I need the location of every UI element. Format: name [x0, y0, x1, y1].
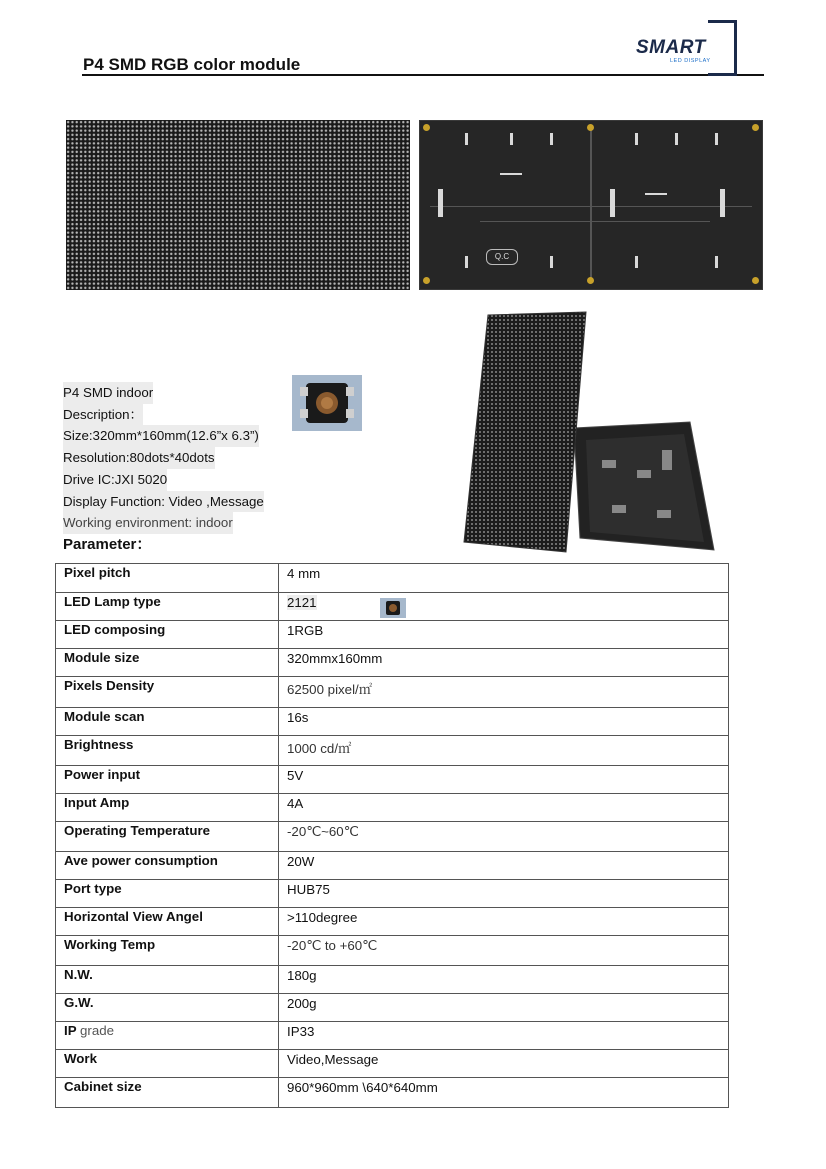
table-row	[56, 1022, 729, 1050]
spec-value: 4A	[279, 794, 729, 822]
table-row	[56, 649, 729, 677]
spec-key: Brightness	[56, 736, 279, 766]
table-row	[56, 966, 729, 994]
spec-value: 4 mm	[279, 564, 729, 593]
table-row	[56, 677, 729, 708]
table-row	[56, 994, 729, 1022]
spec-key: Input Amp	[56, 794, 279, 822]
table-row	[56, 822, 729, 852]
spec-key: IP	[64, 1023, 77, 1038]
spec-key: Ave power consumption	[56, 852, 279, 880]
spec-value: 1000 cd/㎡	[279, 736, 729, 766]
spec-value: 62500 pixel/㎡	[279, 677, 729, 708]
spec-value: 320mmx160mm	[279, 649, 729, 677]
logo-frame	[708, 20, 737, 76]
info-line: Description：	[63, 404, 143, 426]
spec-key: Port type	[56, 880, 279, 908]
info-line: Resolution:80dots*40dots	[63, 447, 215, 469]
spec-value: 1RGB	[279, 621, 729, 649]
qc-label: Q.C	[486, 249, 518, 265]
info-line: Display Function: Video ,Message	[63, 491, 264, 513]
spec-key: N.W.	[56, 966, 279, 994]
spec-key-suffix: grade	[80, 1023, 115, 1038]
smd-led-chip-image	[292, 375, 362, 431]
info-line: Working environment: indoor	[63, 512, 233, 534]
module-angled-image	[462, 310, 772, 555]
module-back-image	[419, 120, 763, 290]
table-row	[56, 1078, 729, 1108]
table-row	[56, 1050, 729, 1078]
spec-value: -20℃ to +60℃	[279, 936, 729, 966]
spec-key: Pixels Density	[56, 677, 279, 708]
spec-key: LED Lamp type	[56, 593, 279, 621]
spec-key: Module scan	[56, 708, 279, 736]
table-row	[56, 936, 729, 966]
company-logo	[636, 18, 741, 74]
logo-subtext: LED DISPLAY	[670, 58, 711, 64]
spec-key: Module size	[56, 649, 279, 677]
table-row	[56, 880, 729, 908]
spec-value: HUB75	[279, 880, 729, 908]
spec-key: Cabinet size	[56, 1078, 279, 1108]
spec-key: Power input	[56, 766, 279, 794]
spec-key: Horizontal View Angel	[56, 908, 279, 936]
info-line: P4 SMD indoor	[63, 382, 153, 404]
spec-value: IP33	[279, 1022, 729, 1050]
info-line: Size:320mm*160mm(12.6”x 6.3”)	[63, 425, 259, 447]
table-row	[56, 766, 729, 794]
spec-value-cell	[279, 593, 729, 621]
module-front-image	[66, 120, 410, 290]
spec-key: Working Temp	[56, 936, 279, 966]
spec-value: >110degree	[279, 908, 729, 936]
spec-key-cell	[56, 1022, 279, 1050]
spec-value: 200g	[279, 994, 729, 1022]
spec-value: -20℃~60℃	[279, 822, 729, 852]
table-row	[56, 564, 729, 593]
table-row	[56, 852, 729, 880]
spec-table	[55, 563, 729, 1108]
spec-key: LED composing	[56, 621, 279, 649]
spec-value: 960*960mm \640*640mm	[279, 1078, 729, 1108]
spec-key: Work	[56, 1050, 279, 1078]
spec-value: 180g	[279, 966, 729, 994]
spec-value: 5V	[279, 766, 729, 794]
logo-text: SMART	[636, 37, 706, 58]
table-row	[56, 708, 729, 736]
table-row	[56, 794, 729, 822]
table-row	[56, 908, 729, 936]
spec-key: Pixel pitch	[56, 564, 279, 593]
info-line: Drive IC:JXI 5020	[63, 469, 167, 491]
spec-key: G.W.	[56, 994, 279, 1022]
spec-value: 16s	[279, 708, 729, 736]
page-title: P4 SMD RGB color module	[83, 55, 301, 74]
table-row	[56, 593, 729, 621]
spec-value: 2121	[287, 595, 317, 610]
spec-value: Video,Message	[279, 1050, 729, 1078]
title-underline	[82, 74, 764, 76]
spec-value: 20W	[279, 852, 729, 880]
table-row	[56, 736, 729, 766]
table-row	[56, 621, 729, 649]
spec-key: Operating Temperature	[56, 822, 279, 852]
led-lamp-icon	[380, 598, 406, 618]
parameter-heading: Parameter：	[63, 536, 152, 553]
module-info	[63, 382, 264, 534]
